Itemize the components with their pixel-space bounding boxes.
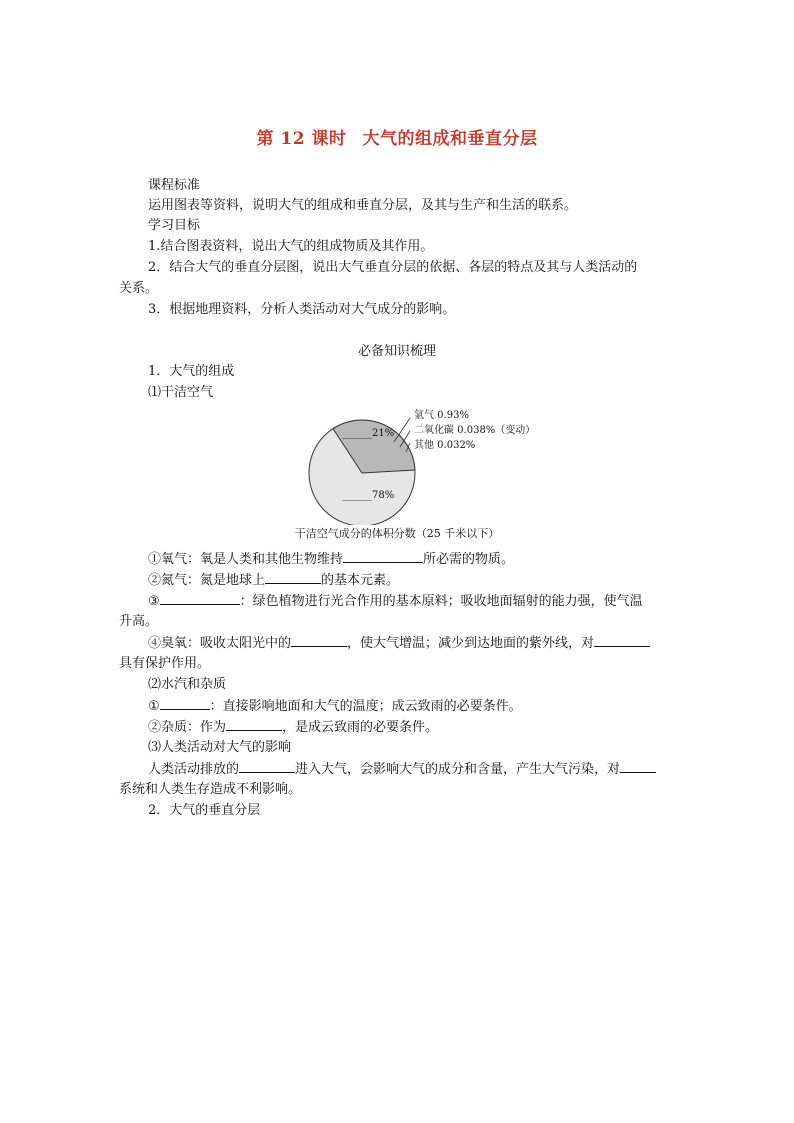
oxygen-line xyxy=(148,548,514,570)
ozone-line-cont: 具有保护作用。 xyxy=(119,656,211,671)
blank-ozone-2[interactable] xyxy=(594,632,650,647)
nitrogen-text-b: 的基本元素。 xyxy=(321,573,400,588)
curriculum-heading: 课程标准 xyxy=(148,178,201,193)
page-title xyxy=(0,124,794,149)
pie-chart-svg xyxy=(290,400,550,525)
co2-text-a: ③ xyxy=(148,594,160,609)
ozone-text-b: ，使大气增温；减少到达地面的紫外线，对 xyxy=(347,636,595,651)
section-title: 必备知识梳理 xyxy=(357,344,436,359)
water-text-a: ① xyxy=(148,699,160,714)
impurity-text-b: ，是成云致雨的必要条件。 xyxy=(282,720,439,735)
lesson-topic: 大气的组成和垂直分层 xyxy=(362,129,538,149)
water-text-b: ：直接影响地面和大气的温度；成云致雨的必要条件。 xyxy=(209,699,522,714)
part2-heading: 2．大气的垂直分层 xyxy=(148,803,261,818)
human-line xyxy=(148,758,656,780)
impurity-text-a: ②杂质：作为 xyxy=(148,720,227,735)
label-argon: 氩气 0.93% xyxy=(414,410,469,421)
objective-2: 2．结合大气的垂直分层图，说出大气垂直分层的依据、各层的特点及其与人类活动的 xyxy=(148,260,638,275)
nitrogen-line xyxy=(148,569,399,591)
blank-human-2[interactable] xyxy=(620,758,656,773)
part1-heading: 1．大气的组成 xyxy=(148,364,235,379)
blank-water[interactable] xyxy=(160,695,210,710)
blank-ozone-1[interactable] xyxy=(291,632,347,647)
co2-text-b: ：绿色植物进行光合作用的基本原料；吸收地面辐射的能力强，使气温 xyxy=(239,594,643,609)
oxygen-text-b: 所必需的物质。 xyxy=(423,552,515,567)
nitrogen-text-a: ②氮气：氮是地球上 xyxy=(148,573,266,588)
label-co2: 二氧化碳 0.038%（变动） xyxy=(414,425,536,436)
blank-impurity[interactable] xyxy=(226,716,282,731)
blank-human-1[interactable] xyxy=(239,758,295,773)
impurity-line xyxy=(148,716,438,738)
part1-sub1: ⑴干洁空气 xyxy=(148,385,214,400)
blank-oxygen[interactable] xyxy=(343,548,423,563)
chart-caption: 干洁空气成分的体积分数（25 千米以下） xyxy=(294,527,500,540)
lesson-number: 第 12 课时 xyxy=(256,129,347,149)
objective-2-cont: 关系。 xyxy=(119,281,159,296)
label-21: ______21% xyxy=(342,428,395,439)
ozone-text-a: ④臭氧：吸收太阳光中的 xyxy=(148,636,292,651)
objective-1: 1.结合图表资料，说出大气的组成物质及其作用。 xyxy=(148,239,434,254)
human-text-b: 进入大气，会影响大气的成分和含量，产生大气污染，对 xyxy=(295,762,621,777)
human-text-a: 人类活动排放的 xyxy=(148,762,240,777)
part1-sub2: ⑵水汽和杂质 xyxy=(148,677,227,692)
co2-line-cont: 升高。 xyxy=(119,614,159,629)
label-other: 其他 0.032% xyxy=(414,440,476,451)
water-line xyxy=(148,695,522,717)
human-line-cont: 系统和人类生存造成不利影响。 xyxy=(119,782,302,797)
label-78: ______78% xyxy=(342,490,395,501)
ozone-line xyxy=(148,632,650,654)
curriculum-text: 运用图表等资料，说明大气的组成和垂直分层，及其与生产和生活的联系。 xyxy=(148,198,578,213)
part1-sub3: ⑶人类活动对大气的影响 xyxy=(148,740,292,755)
blank-nitrogen[interactable] xyxy=(265,569,321,584)
co2-line xyxy=(148,590,643,612)
oxygen-text-a: ①氧气：氧是人类和其他生物维持 xyxy=(148,552,344,567)
objective-3: 3．根据地理资料，分析人类活动对大气成分的影响。 xyxy=(148,302,456,317)
objectives-heading: 学习目标 xyxy=(148,218,201,233)
pie-chart xyxy=(290,400,550,545)
blank-co2[interactable] xyxy=(160,590,240,605)
